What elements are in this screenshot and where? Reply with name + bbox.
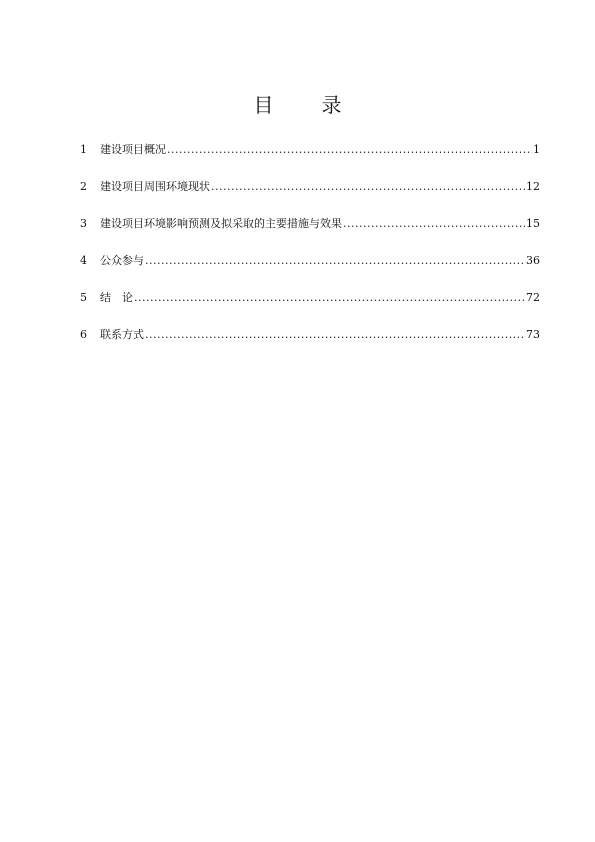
toc-entry-3[interactable] [80, 216, 540, 232]
toc-entry-number: 6 [80, 328, 87, 341]
toc-entry-label: 联系方式 [100, 328, 144, 341]
toc-entry-label: 建设项目环境影响预测及拟采取的主要措施与效果 [100, 217, 342, 230]
toc-entry-page: 1 [533, 143, 540, 156]
toc-entry-5[interactable] [80, 290, 540, 306]
toc-entry-2[interactable] [80, 179, 540, 195]
toc-dot-leader [343, 216, 525, 232]
page-title: 目录 [253, 93, 390, 117]
toc-entry-4[interactable] [80, 253, 540, 269]
toc-entry-number: 4 [80, 254, 87, 267]
toc-entry-label: 公众参与 [100, 254, 144, 267]
toc-dot-leader [211, 179, 525, 195]
toc-entry-page: 73 [526, 328, 540, 341]
toc-dot-leader [167, 142, 532, 158]
table-of-contents [80, 142, 540, 364]
toc-entry-page: 72 [526, 291, 540, 304]
toc-entry-label: 建设项目概况 [100, 143, 166, 156]
toc-entry-number: 3 [80, 217, 87, 230]
toc-entry-number: 1 [80, 143, 87, 156]
toc-entry-label: 建设项目周围环境现状 [100, 180, 210, 193]
toc-entry-6[interactable] [80, 327, 540, 343]
toc-dot-leader [134, 290, 525, 306]
toc-dot-leader [145, 327, 525, 343]
toc-entry-1[interactable] [80, 142, 540, 158]
toc-entry-page: 15 [526, 217, 540, 230]
toc-entry-number: 5 [80, 291, 87, 304]
toc-entry-page: 36 [526, 254, 540, 267]
toc-dot-leader [145, 253, 525, 269]
toc-entry-page: 12 [526, 180, 540, 193]
toc-entry-number: 2 [80, 180, 87, 193]
toc-entry-label: 结 论 [100, 291, 133, 304]
